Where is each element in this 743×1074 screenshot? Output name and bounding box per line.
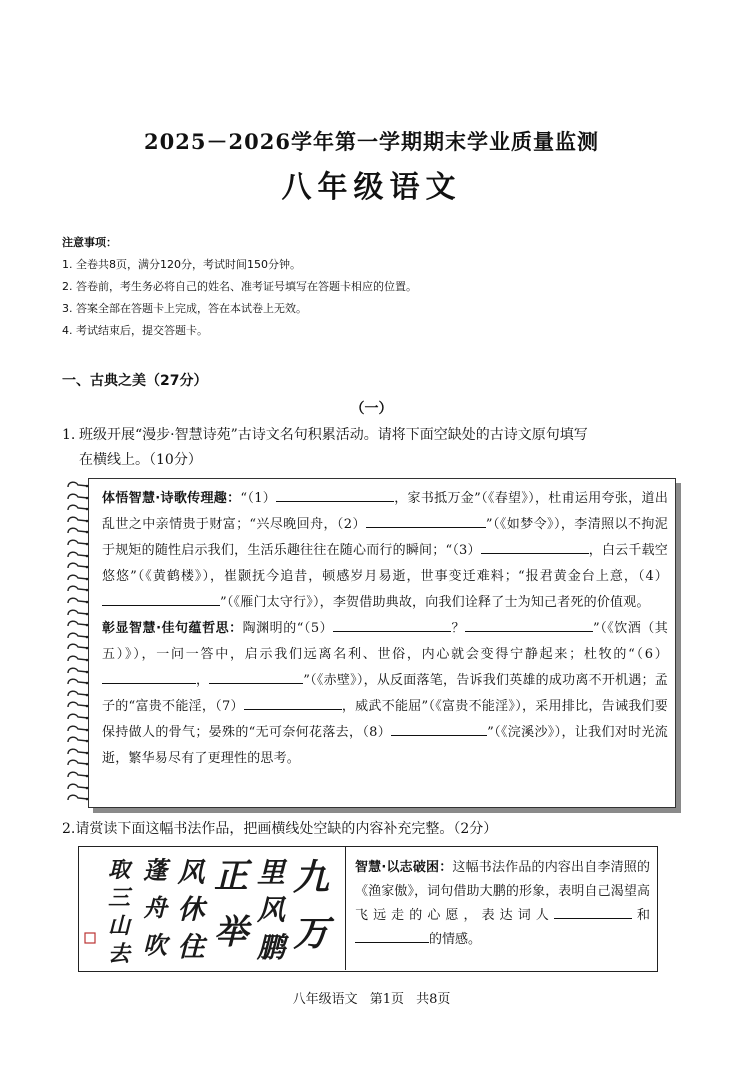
section-heading: 一、古典之美（27分） (62, 373, 208, 389)
question-number: 2. (62, 821, 76, 837)
spiral-coil-icon (66, 666, 90, 678)
part-heading: （一） (350, 401, 393, 417)
calligraphy-image (79, 847, 345, 970)
calligraphy-char: 风 (177, 857, 205, 889)
spiral-coil-icon (66, 596, 90, 608)
notice-item: 3. 答案全部在答题卡上完成，答在本试卷上无效。 (62, 302, 307, 315)
answer-blank-1[interactable] (276, 487, 394, 502)
spiral-coil-icon (66, 608, 90, 620)
answer-blank-6b[interactable] (209, 669, 303, 684)
spiral-coil-icon (66, 724, 90, 736)
question-text: 班级开展“漫步·智慧诗苑”古诗文名句积累活动。请将下面空缺处的古诗文原句填写 (79, 427, 588, 443)
spiral-coil-icon (66, 654, 90, 666)
calligraphy-char: 山 (107, 912, 131, 939)
calligraphy-char: 风 (256, 893, 286, 927)
spiral-coil-icon (66, 584, 90, 596)
spiral-coil-icon (66, 758, 90, 770)
footer-page: 第1页 (369, 992, 404, 1007)
exam-subtitle: 八年级语文 (281, 170, 462, 205)
answer-blank-5b[interactable] (465, 617, 593, 632)
calligraphy-char: 鹏 (256, 930, 286, 964)
calligraphy-char: 蓬 (143, 855, 167, 885)
question-text: 在横线上。（10分） (79, 452, 202, 468)
calligraphy-artwork (79, 847, 346, 970)
calligraphy-char: 万 (292, 912, 330, 955)
spiral-coil-icon (66, 561, 90, 573)
spiral-coil-icon (66, 480, 90, 492)
spiral-binding-icon (66, 480, 94, 810)
answer-blank-3[interactable] (481, 539, 589, 554)
spiral-coil-icon (66, 503, 90, 515)
notebook-label-1: 体悟智慧·诗歌传理趣： (102, 491, 241, 506)
page-footer (0, 988, 743, 1007)
footer-subject: 八年级语文 (292, 992, 358, 1007)
answer-blank-5a[interactable] (333, 617, 451, 632)
answer-blank-q2a[interactable] (554, 904, 632, 919)
calligraphy-char: 正 (214, 856, 248, 897)
spiral-coil-icon (66, 689, 90, 701)
spiral-coil-icon (66, 712, 90, 724)
spiral-coil-icon (66, 782, 90, 794)
calligraphy-char: 三 (107, 884, 131, 911)
calligraphy-char: 九 (292, 856, 330, 899)
spiral-coil-icon (66, 735, 90, 747)
spiral-coil-icon (66, 793, 90, 805)
question-text: 请赏读下面这幅书法作品，把画横线处空缺的内容补充完整。（2分） (75, 821, 498, 837)
notebook-label-2: 彰显智慧·佳句蕴哲思： (102, 621, 243, 636)
calligraphy-char: 去 (107, 940, 131, 967)
question-1 (62, 423, 702, 473)
spiral-coil-icon (66, 770, 90, 782)
exam-title: 2025－2026学年第一学期期末学业质量监测 (144, 129, 599, 154)
calligraphy-char: 取 (107, 856, 131, 883)
spiral-coil-icon (66, 550, 90, 562)
calligraphy-char: 休 (177, 894, 205, 926)
answer-blank-4[interactable] (102, 591, 220, 606)
notice-block (62, 232, 417, 342)
spiral-coil-icon (66, 538, 90, 550)
calligraphy-char: 举 (214, 912, 248, 953)
calligraphy-char: 舟 (143, 892, 167, 922)
spiral-coil-icon (66, 700, 90, 712)
spiral-coil-icon (66, 747, 90, 759)
calligraphy-char: 吹 (143, 930, 167, 960)
notebook-text: 体悟智慧·诗歌传理趣：“（1） ，家书抵万金”（《春望》），杜甫运用夸张，道出乱世之中亲情贵于财富；“兴尽晚回舟，（2） ”（《如梦令》），李清照以不拘泥于规矩的随性启示我们，生活乐趣往往在随心而行的瞬间；“（3） ，白云千载空悠悠”（《黄鹤楼》），崔颢抚今追昔，顿感岁月易逝，世事变迁难料；“报君黄金台上意，（4）”（《雁门太守行》），李贺借助典故，向我们诠释了士为知己者死的价值观。 彰显智慧·佳句蕴哲思：陶渊明的“（5） ？ ”（《饮酒（其五）》），一问一答中，启示我们远离名利、世俗，内心就会变得宁静起来；杜牧的“（6）， ”（《赤壁》），从反面落笔，告诉我们英雄的成功离不开机遇；孟子的“富贵不能淫，（7） ，威武不能屈”（《富贵不能淫》），采用排比，告诫我们要保持做人的骨气；晏殊的“无可奈何花落去，（8） ”（《浣溪沙》），让我们对时光流逝，繁华易尽有了更理性的思考。 (102, 486, 668, 772)
calligraphy-label: 智慧·以志破困： (355, 860, 453, 875)
notice-item: 4. 考试结束后，提交答题卡。 (62, 324, 208, 337)
notice-title: 注意事项： (62, 236, 117, 249)
spiral-coil-icon (66, 515, 90, 527)
answer-blank-2[interactable] (366, 513, 486, 528)
spiral-coil-icon (66, 619, 90, 631)
answer-blank-7[interactable] (244, 695, 342, 710)
calligraphy-description: 智慧·以志破困：这幅书法作品的内容出自李清照的《渔家傲》，词句借助大鹏的形象，表明自己渴望高飞远走的心愿，表达词人 和的情感。 (355, 860, 650, 947)
answer-blank-8[interactable] (391, 721, 487, 736)
spiral-coil-icon (66, 492, 90, 504)
spiral-coil-icon (66, 526, 90, 538)
notice-item: 2. 答卷前，考生务必将自己的姓名、准考证号填写在答题卡相应的位置。 (62, 280, 417, 293)
spiral-coil-icon (66, 642, 90, 654)
calligraphy-char: 住 (177, 931, 205, 963)
footer-total: 共8页 (416, 992, 451, 1007)
notice-item: 1. 全卷共8页，满分120分，考试时间150分钟。 (62, 258, 301, 271)
question-number: 1. (62, 427, 76, 443)
spiral-coil-icon (66, 631, 90, 643)
answer-blank-6a[interactable] (102, 669, 196, 684)
question-2 (62, 818, 497, 838)
spiral-coil-icon (66, 573, 90, 585)
spiral-coil-icon (66, 677, 90, 689)
answer-blank-q2b[interactable] (355, 928, 429, 943)
calligraphy-char: 里 (256, 856, 286, 890)
